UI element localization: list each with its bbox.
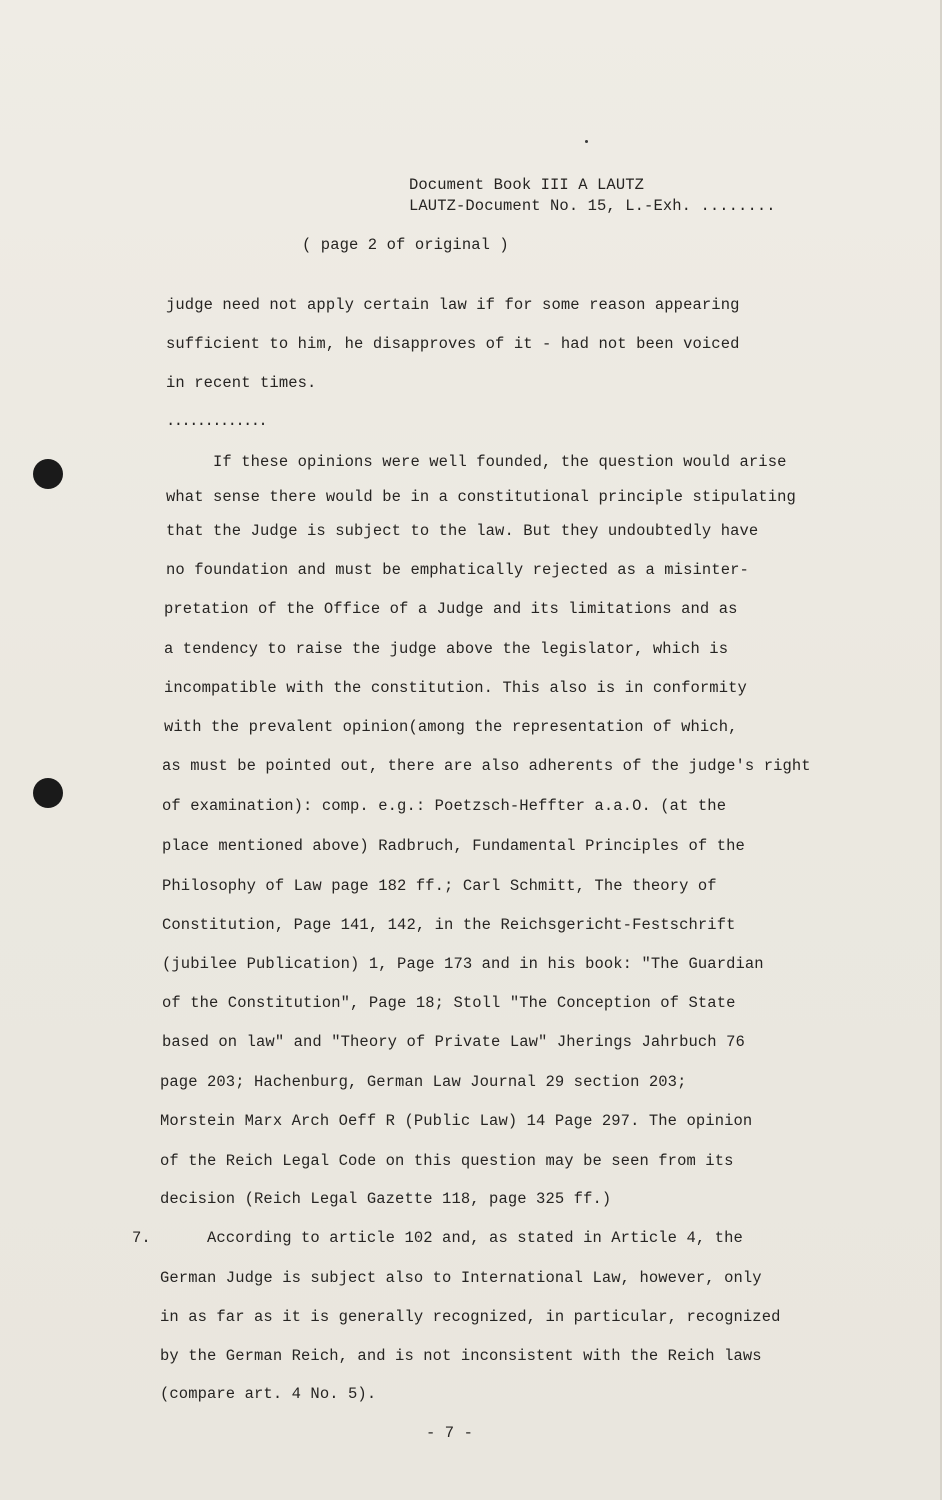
ellipsis-separator: ............. bbox=[166, 412, 267, 430]
body-line: page 203; Hachenburg, German Law Journal 29 section 203; bbox=[160, 1073, 687, 1091]
body-line: of the Reich Legal Code on this question may be seen from its bbox=[160, 1152, 734, 1170]
body-line: that the Judge is subject to the law. But they undoubtedly have bbox=[166, 522, 759, 540]
punch-hole-top bbox=[33, 459, 63, 489]
body-line: of examination): comp. e.g.: Poetzsch-Heffter a.a.O. (at the bbox=[162, 797, 727, 815]
ink-speck bbox=[585, 140, 588, 143]
body-line: Morstein Marx Arch Oeff R (Public Law) 14 Page 297. The opinion bbox=[160, 1112, 753, 1130]
header-document-number: LAUTZ-Document No. 15, L.-Exh. ........ bbox=[409, 197, 776, 215]
intro-line: in recent times. bbox=[166, 374, 317, 392]
intro-line: judge need not apply certain law if for some reason appearing bbox=[166, 296, 740, 314]
body-line: Constitution, Page 141, 142, in the Reichsgericht-Festschrift bbox=[162, 916, 736, 934]
punch-hole-bottom bbox=[33, 778, 63, 808]
body-line: based on law" and "Theory of Private Law" Jherings Jahrbuch 76 bbox=[162, 1033, 745, 1051]
page-of-original-note: ( page 2 of original ) bbox=[302, 236, 509, 254]
intro-line: sufficient to him, he disapproves of it - had not been voiced bbox=[166, 335, 740, 353]
body-line: place mentioned above) Radbruch, Fundamental Principles of the bbox=[162, 837, 745, 855]
body-line: pretation of the Office of a Judge and its limitations and as bbox=[164, 600, 738, 618]
section-number: 7. bbox=[132, 1229, 151, 1247]
body-line: with the prevalent opinion(among the representation of which, bbox=[164, 718, 738, 736]
section-line: German Judge is subject also to International Law, however, only bbox=[160, 1269, 762, 1287]
section-line: (compare art. 4 No. 5). bbox=[160, 1385, 377, 1403]
body-line: as must be pointed out, there are also adherents of the judge's right bbox=[162, 757, 811, 775]
header-document-book: Document Book III A LAUTZ bbox=[409, 176, 645, 194]
section-line: According to article 102 and, as stated in Article 4, the bbox=[160, 1229, 743, 1247]
body-line: no foundation and must be emphatically rejected as a misinter- bbox=[166, 561, 749, 579]
body-line: what sense there would be in a constitutional principle stipulating bbox=[166, 488, 796, 506]
body-line: If these opinions were well founded, the question would arise bbox=[166, 453, 787, 471]
page-number: - 7 - bbox=[426, 1424, 474, 1442]
body-line: (jubilee Publication) 1, Page 173 and in his book: "The Guardian bbox=[162, 955, 764, 973]
section-line: by the German Reich, and is not inconsistent with the Reich laws bbox=[160, 1347, 762, 1365]
body-line: Philosophy of Law page 182 ff.; Carl Schmitt, The theory of bbox=[162, 877, 717, 895]
body-line: of the Constitution", Page 18; Stoll "The Conception of State bbox=[162, 994, 736, 1012]
body-line: a tendency to raise the judge above the legislator, which is bbox=[164, 640, 729, 658]
section-line: in as far as it is generally recognized, in particular, recognized bbox=[160, 1308, 781, 1326]
body-line: decision (Reich Legal Gazette 118, page 325 ff.) bbox=[160, 1190, 612, 1208]
body-line: incompatible with the constitution. This also is in conformity bbox=[164, 679, 747, 697]
